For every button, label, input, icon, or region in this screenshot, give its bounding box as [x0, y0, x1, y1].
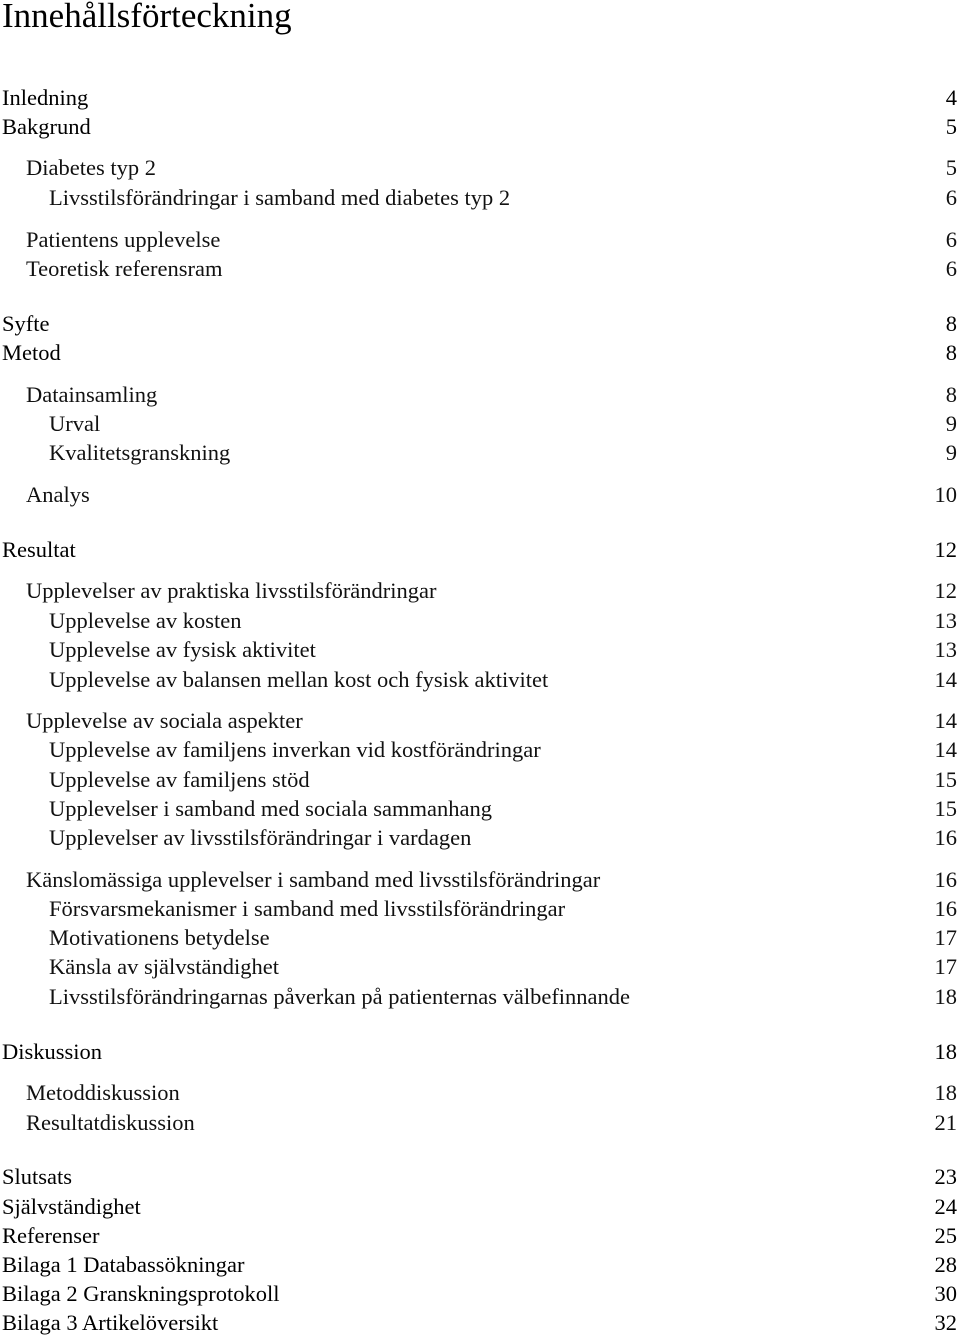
toc-entry-familjens-stod [0, 767, 957, 793]
toc-entry-page-number: 23 [934, 1164, 957, 1189]
toc-entry-page-number: 32 [934, 1310, 957, 1335]
toc-entry-kansla-sjalvstandighet [0, 954, 957, 980]
toc-entry-familjens-inverkan [0, 737, 957, 763]
toc-entry-page-number: 12 [934, 537, 957, 562]
toc-entry-title: Resultatdiskussion [26, 1110, 195, 1135]
toc-entry-bilaga-3 [0, 1310, 957, 1336]
toc-entry-page-number: 6 [945, 256, 957, 281]
toc-entry-diabetes-typ-2 [0, 155, 957, 181]
toc-entry-bilaga-1 [0, 1252, 957, 1278]
toc-entry-page-number: 5 [945, 114, 957, 139]
toc-entry-title: Bilaga 2 Granskningsprotokoll [2, 1281, 280, 1306]
toc-entry-page-number: 4 [945, 85, 957, 110]
toc-entry-page-number: 13 [934, 608, 957, 633]
toc-entry-title: Upplevelse av balansen mellan kost och fysisk aktivitet [49, 667, 549, 692]
toc-entry-kanslomassiga-upplevelser [0, 867, 957, 893]
toc-entry-patientens-upplevelse [0, 227, 957, 253]
toc-entry-bilaga-2 [0, 1281, 957, 1307]
toc-entry-page-number: 6 [945, 227, 957, 252]
toc-entry-bakgrund [0, 114, 957, 140]
page-title: Innehållsförteckning [2, 0, 292, 35]
toc-entry-diskussion [0, 1039, 957, 1065]
toc-entry-title: Slutsats [2, 1164, 73, 1189]
toc-entry-title: Urval [49, 411, 101, 436]
toc-entry-page-number: 25 [934, 1223, 957, 1248]
toc-entry-title: Metod [2, 340, 61, 365]
toc-entry-metod [0, 340, 957, 366]
toc-entry-title: Upplevelse av sociala aspekter [26, 708, 303, 733]
toc-entry-page-number: 10 [934, 482, 957, 507]
toc-entry-vardagen [0, 825, 957, 851]
toc-entry-page-number: 18 [934, 984, 957, 1009]
toc-entry-inledning [0, 85, 957, 111]
toc-entry-title: Självständighet [2, 1194, 141, 1219]
toc-entry-page-number: 12 [934, 578, 957, 603]
toc-entry-title: Upplevelse av fysisk aktivitet [49, 637, 316, 662]
toc-entry-page-number: 24 [934, 1194, 957, 1219]
toc-entry-title: Livsstilsförändringarnas påverkan på patienternas välbefinnande [49, 984, 631, 1009]
toc-entry-syfte [0, 311, 957, 337]
toc-entry-page-number: 14 [934, 737, 957, 762]
toc-entry-title: Bilaga 3 Artikelöversikt [2, 1310, 219, 1335]
toc-entry-title: Analys [26, 482, 90, 507]
toc-entry-page-number: 21 [934, 1110, 957, 1135]
toc-entry-page-number: 15 [934, 796, 957, 821]
toc-entry-title: Känslomässiga upplevelser i samband med livsstilsförändringar [26, 867, 601, 892]
toc-entry-title: Diskussion [2, 1039, 103, 1064]
toc-entry-title: Upplevelser i samband med sociala sammanhang [49, 796, 492, 821]
toc-entry-page-number: 13 [934, 637, 957, 662]
toc-entry-title: Inledning [2, 85, 89, 110]
toc-entry-praktiska-livsstilsforandringar [0, 578, 957, 604]
toc-entry-title: Patientens upplevelse [26, 227, 221, 252]
toc-entry-title: Upplevelser av praktiska livsstilsförändringar [26, 578, 437, 603]
toc-entry-page-number: 16 [934, 896, 957, 921]
toc-entry-upplevelse-kosten [0, 608, 957, 634]
toc-entry-livsstilsforandringar-diabetes [0, 185, 957, 211]
toc-entry-title: Upplevelse av familjens inverkan vid kostförändringar [49, 737, 541, 762]
toc-entry-title: Syfte [2, 311, 50, 336]
toc-entry-page-number: 16 [934, 867, 957, 892]
toc-entry-page-number: 18 [934, 1039, 957, 1064]
toc-entry-page-number: 28 [934, 1252, 957, 1277]
toc-entry-page-number: 14 [934, 667, 957, 692]
toc-entry-page-number: 15 [934, 767, 957, 792]
toc-entry-forsvarsmekanismer [0, 896, 957, 922]
toc-entry-page-number: 8 [945, 311, 957, 336]
toc-entry-title: Referenser [2, 1223, 100, 1248]
toc-entry-kvalitetsgranskning [0, 440, 957, 466]
toc-entry-title: Resultat [2, 537, 76, 562]
toc-entry-motivationens-betydelse [0, 925, 957, 951]
toc-entry-page-number: 5 [945, 155, 957, 180]
toc-entry-title: Diabetes typ 2 [26, 155, 156, 180]
toc-entry-resultatdiskussion [0, 1110, 957, 1136]
toc-entry-page-number: 6 [945, 185, 957, 210]
toc-entry-teoretisk-referensram [0, 256, 957, 282]
toc-entry-datainsamling [0, 382, 957, 408]
toc-entry-upplevelse-balansen [0, 667, 957, 693]
toc-entry-title: Bakgrund [2, 114, 91, 139]
toc-entry-urval [0, 411, 957, 437]
toc-entry-page-number: 8 [945, 382, 957, 407]
toc-entry-title: Bilaga 1 Databassökningar [2, 1252, 245, 1277]
toc-entry-sociala-sammanhang [0, 796, 957, 822]
toc-entry-title: Livsstilsförändringar i samband med diabetes typ 2 [49, 185, 511, 210]
toc-entry-title: Upplevelse av familjens stöd [49, 767, 310, 792]
toc-entry-page-number: 30 [934, 1281, 957, 1306]
toc-entry-title: Försvarsmekanismer i samband med livsstilsförändringar [49, 896, 566, 921]
toc-entry-title: Känsla av självständighet [49, 954, 279, 979]
toc-entry-sociala-aspekter [0, 708, 957, 734]
toc-entry-page-number: 9 [945, 440, 957, 465]
toc-entry-page-number: 18 [934, 1080, 957, 1105]
toc-entry-title: Metoddiskussion [26, 1080, 180, 1105]
toc-entry-page-number: 9 [945, 411, 957, 436]
toc-entry-patienternas-valbefinnande [0, 984, 957, 1010]
toc-entry-page-number: 17 [934, 954, 957, 979]
toc-entry-title: Kvalitetsgranskning [49, 440, 231, 465]
toc-entry-page-number: 8 [945, 340, 957, 365]
toc-entry-title: Upplevelse av kosten [49, 608, 242, 633]
toc-entry-analys [0, 482, 957, 508]
toc-entry-title: Datainsamling [26, 382, 158, 407]
toc-entry-sjalvstandighet [0, 1194, 957, 1220]
toc-entry-metoddiskussion [0, 1080, 957, 1106]
toc-entry-page-number: 17 [934, 925, 957, 950]
toc-entry-resultat [0, 537, 957, 563]
toc-entry-upplevelse-fysisk-aktivitet [0, 637, 957, 663]
toc-entry-title: Teoretisk referensram [26, 256, 223, 281]
toc-entry-referenser [0, 1223, 957, 1249]
toc-entry-slutsats [0, 1164, 957, 1190]
toc-entry-title: Upplevelser av livsstilsförändringar i vardagen [49, 825, 472, 850]
toc-entry-title: Motivationens betydelse [49, 925, 270, 950]
toc-entry-page-number: 16 [934, 825, 957, 850]
toc-entry-page-number: 14 [934, 708, 957, 733]
